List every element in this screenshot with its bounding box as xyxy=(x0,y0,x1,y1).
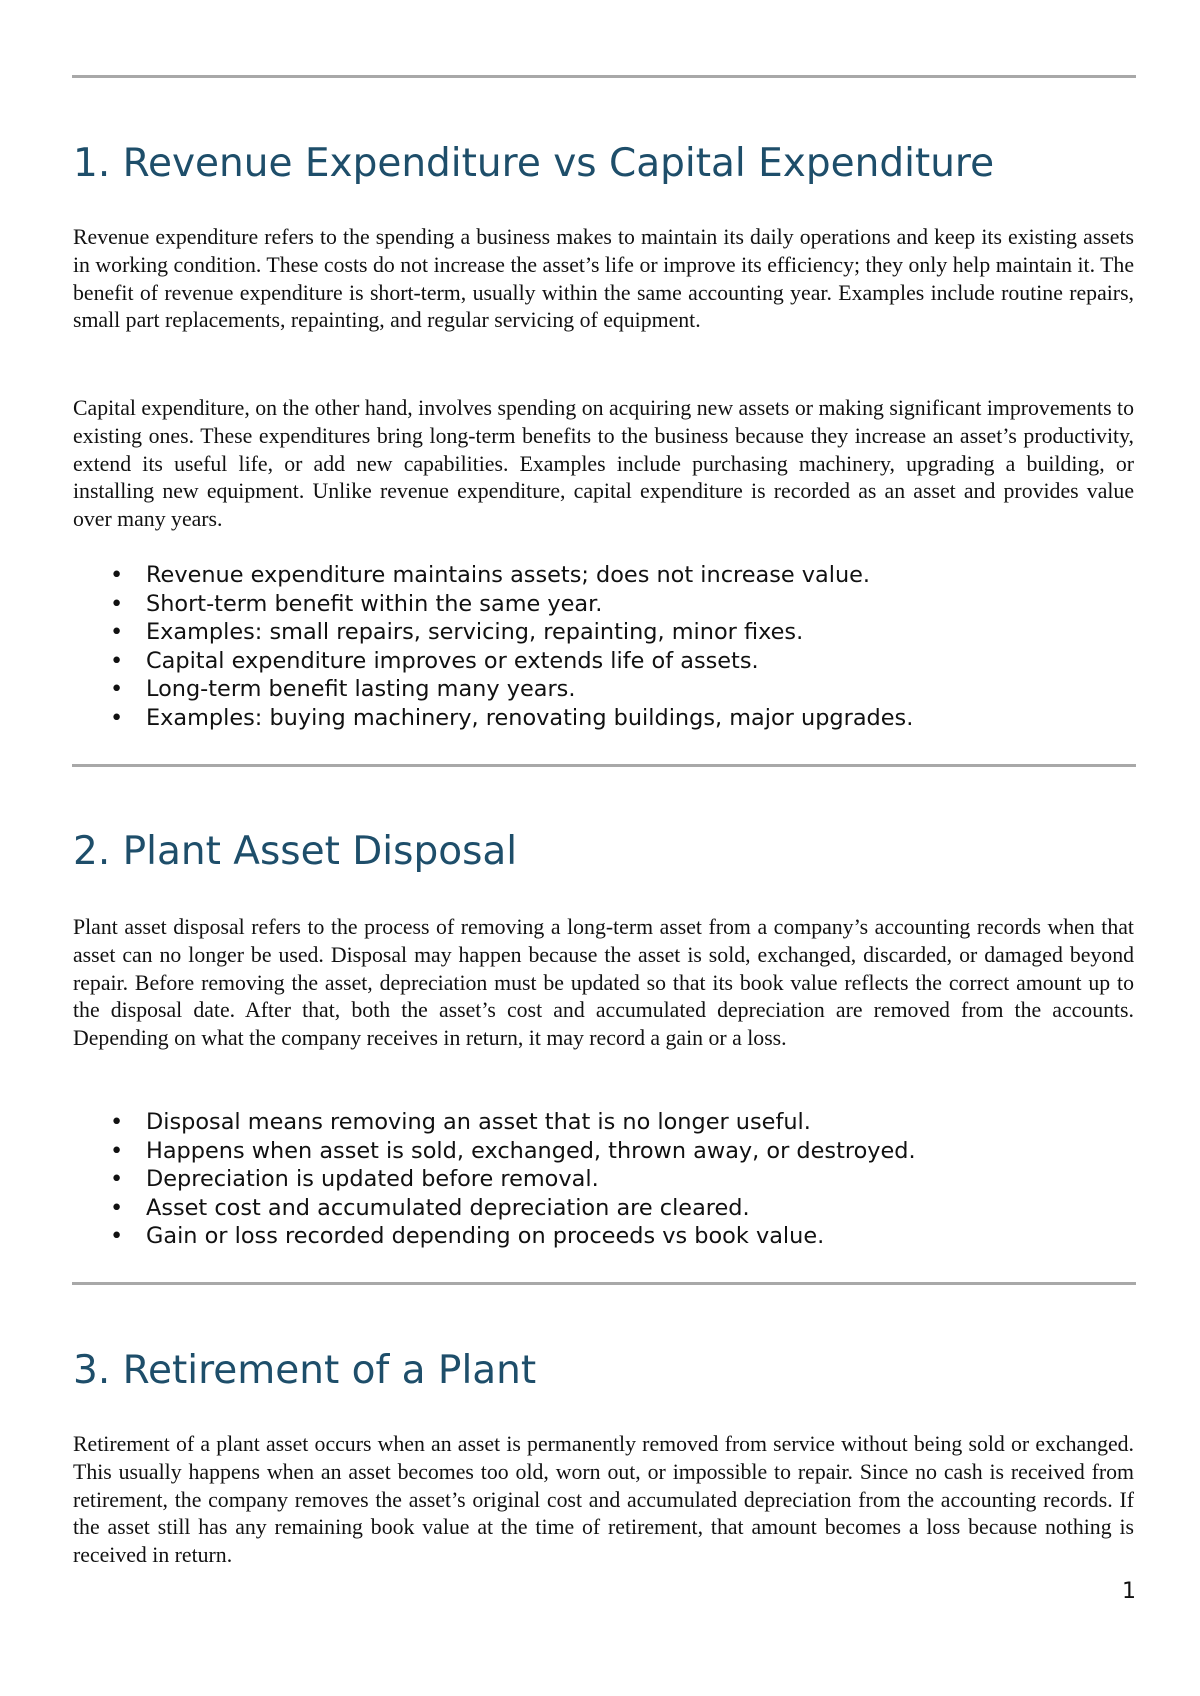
section-divider xyxy=(72,75,1136,78)
bullet-text: Gain or loss recorded depending on proceeds vs book value. xyxy=(146,1223,825,1250)
bullet-glyph: • xyxy=(110,1109,124,1135)
body-paragraph: Capital expenditure, on the other hand, involves spending on acquiring new assets or making significant improvements to existing ones. These expenditures bring long-term benefits to the business because they increase an asset’s productivity, extend its useful life, or add new capabilities. Examples include purchasing machinery, upgrading a building, or installing new equipment. Unlike revenue expenditure, capital expenditure is recorded as an asset and provides value over many years. xyxy=(73,396,1134,532)
bullet-item xyxy=(73,1194,1134,1223)
bullet-item xyxy=(73,590,1134,619)
bullet-list xyxy=(73,1108,1134,1251)
bullet-text: Revenue expenditure maintains assets; does not increase value. xyxy=(146,562,871,588)
bullet-text: Disposal means removing an asset that is no longer useful. xyxy=(146,1109,811,1135)
bullet-item xyxy=(73,675,1134,704)
bullet-glyph: • xyxy=(110,647,124,674)
bullet-item xyxy=(73,1165,1134,1194)
section-divider xyxy=(72,764,1136,767)
body-paragraph: Revenue expenditure refers to the spending a business makes to maintain its daily operations and keep its existing assets in working condition. These costs do not increase the asset’s life or improve its efficiency; they only help maintain it. The benefit of revenue expenditure is short-term, usually within the same accounting year. Examples include routine repairs, small part replacements, repainting, and regular servicing of equipment. xyxy=(73,225,1134,333)
bullet-text: Capital expenditure improves or extends life of assets. xyxy=(146,647,759,674)
bullet-item xyxy=(73,618,1134,647)
bullet-glyph: • xyxy=(110,704,124,731)
body-paragraph: Plant asset disposal refers to the process of removing a long-term asset from a company’s accounting records when that asset can no longer be used. Disposal may happen because the asset is sold, exchanged, discarded, or damaged beyond repair. Before removing the asset, depreciation must be updated so that its book value reflects the correct amount up to the disposal date. After that, both the asset’s cost and accumulated depreciation are removed from the accounts. Depending on what the company receives in return, it may record a gain or a loss. xyxy=(73,915,1134,1051)
bullet-text: Happens when asset is sold, exchanged, thrown away, or destroyed. xyxy=(146,1137,916,1164)
page-number: 1 xyxy=(1122,1579,1136,1604)
bullet-item xyxy=(73,647,1134,676)
bullet-item xyxy=(73,561,1134,590)
bullet-glyph: • xyxy=(110,1223,124,1250)
bullet-item xyxy=(73,1137,1134,1166)
section-heading: 3. Retirement of a Plant xyxy=(73,1348,537,1393)
bullet-text: Asset cost and accumulated depreciation are cleared. xyxy=(146,1194,750,1221)
bullet-glyph: • xyxy=(110,590,124,617)
bullet-text: Examples: small repairs, servicing, repainting, minor fixes. xyxy=(146,619,804,646)
section-divider xyxy=(72,1282,1136,1285)
bullet-item xyxy=(73,1108,1134,1137)
bullet-item xyxy=(73,704,1134,733)
bullet-glyph: • xyxy=(110,619,124,646)
bullet-glyph: • xyxy=(110,676,124,703)
bullet-glyph: • xyxy=(110,1137,124,1164)
bullet-text: Examples: buying machinery, renovating buildings, major upgrades. xyxy=(146,704,914,731)
bullet-text: Long-term benefit lasting many years. xyxy=(146,676,576,703)
body-paragraph: Retirement of a plant asset occurs when an asset is permanently removed from service without being sold or exchanged. This usually happens when an asset becomes too old, worn out, or impossible to repair. Since no cash is received from retirement, the company removes the asset’s original cost and accumulated depreciation from the accounting records. If the asset still has any remaining book value at the time of retirement, that amount becomes a loss because nothing is received in return. xyxy=(73,1432,1134,1568)
bullet-text: Depreciation is updated before removal. xyxy=(146,1166,599,1193)
bullet-item xyxy=(73,1222,1134,1251)
bullet-list xyxy=(73,561,1134,733)
bullet-glyph: • xyxy=(110,1194,124,1221)
bullet-text: Short-term benefit within the same year. xyxy=(146,590,603,617)
bullet-glyph: • xyxy=(110,1166,124,1193)
section-heading: 2. Plant Asset Disposal xyxy=(73,829,518,874)
bullet-glyph: • xyxy=(110,562,124,588)
section-heading: 1. Revenue Expenditure vs Capital Expenditure xyxy=(73,141,995,186)
